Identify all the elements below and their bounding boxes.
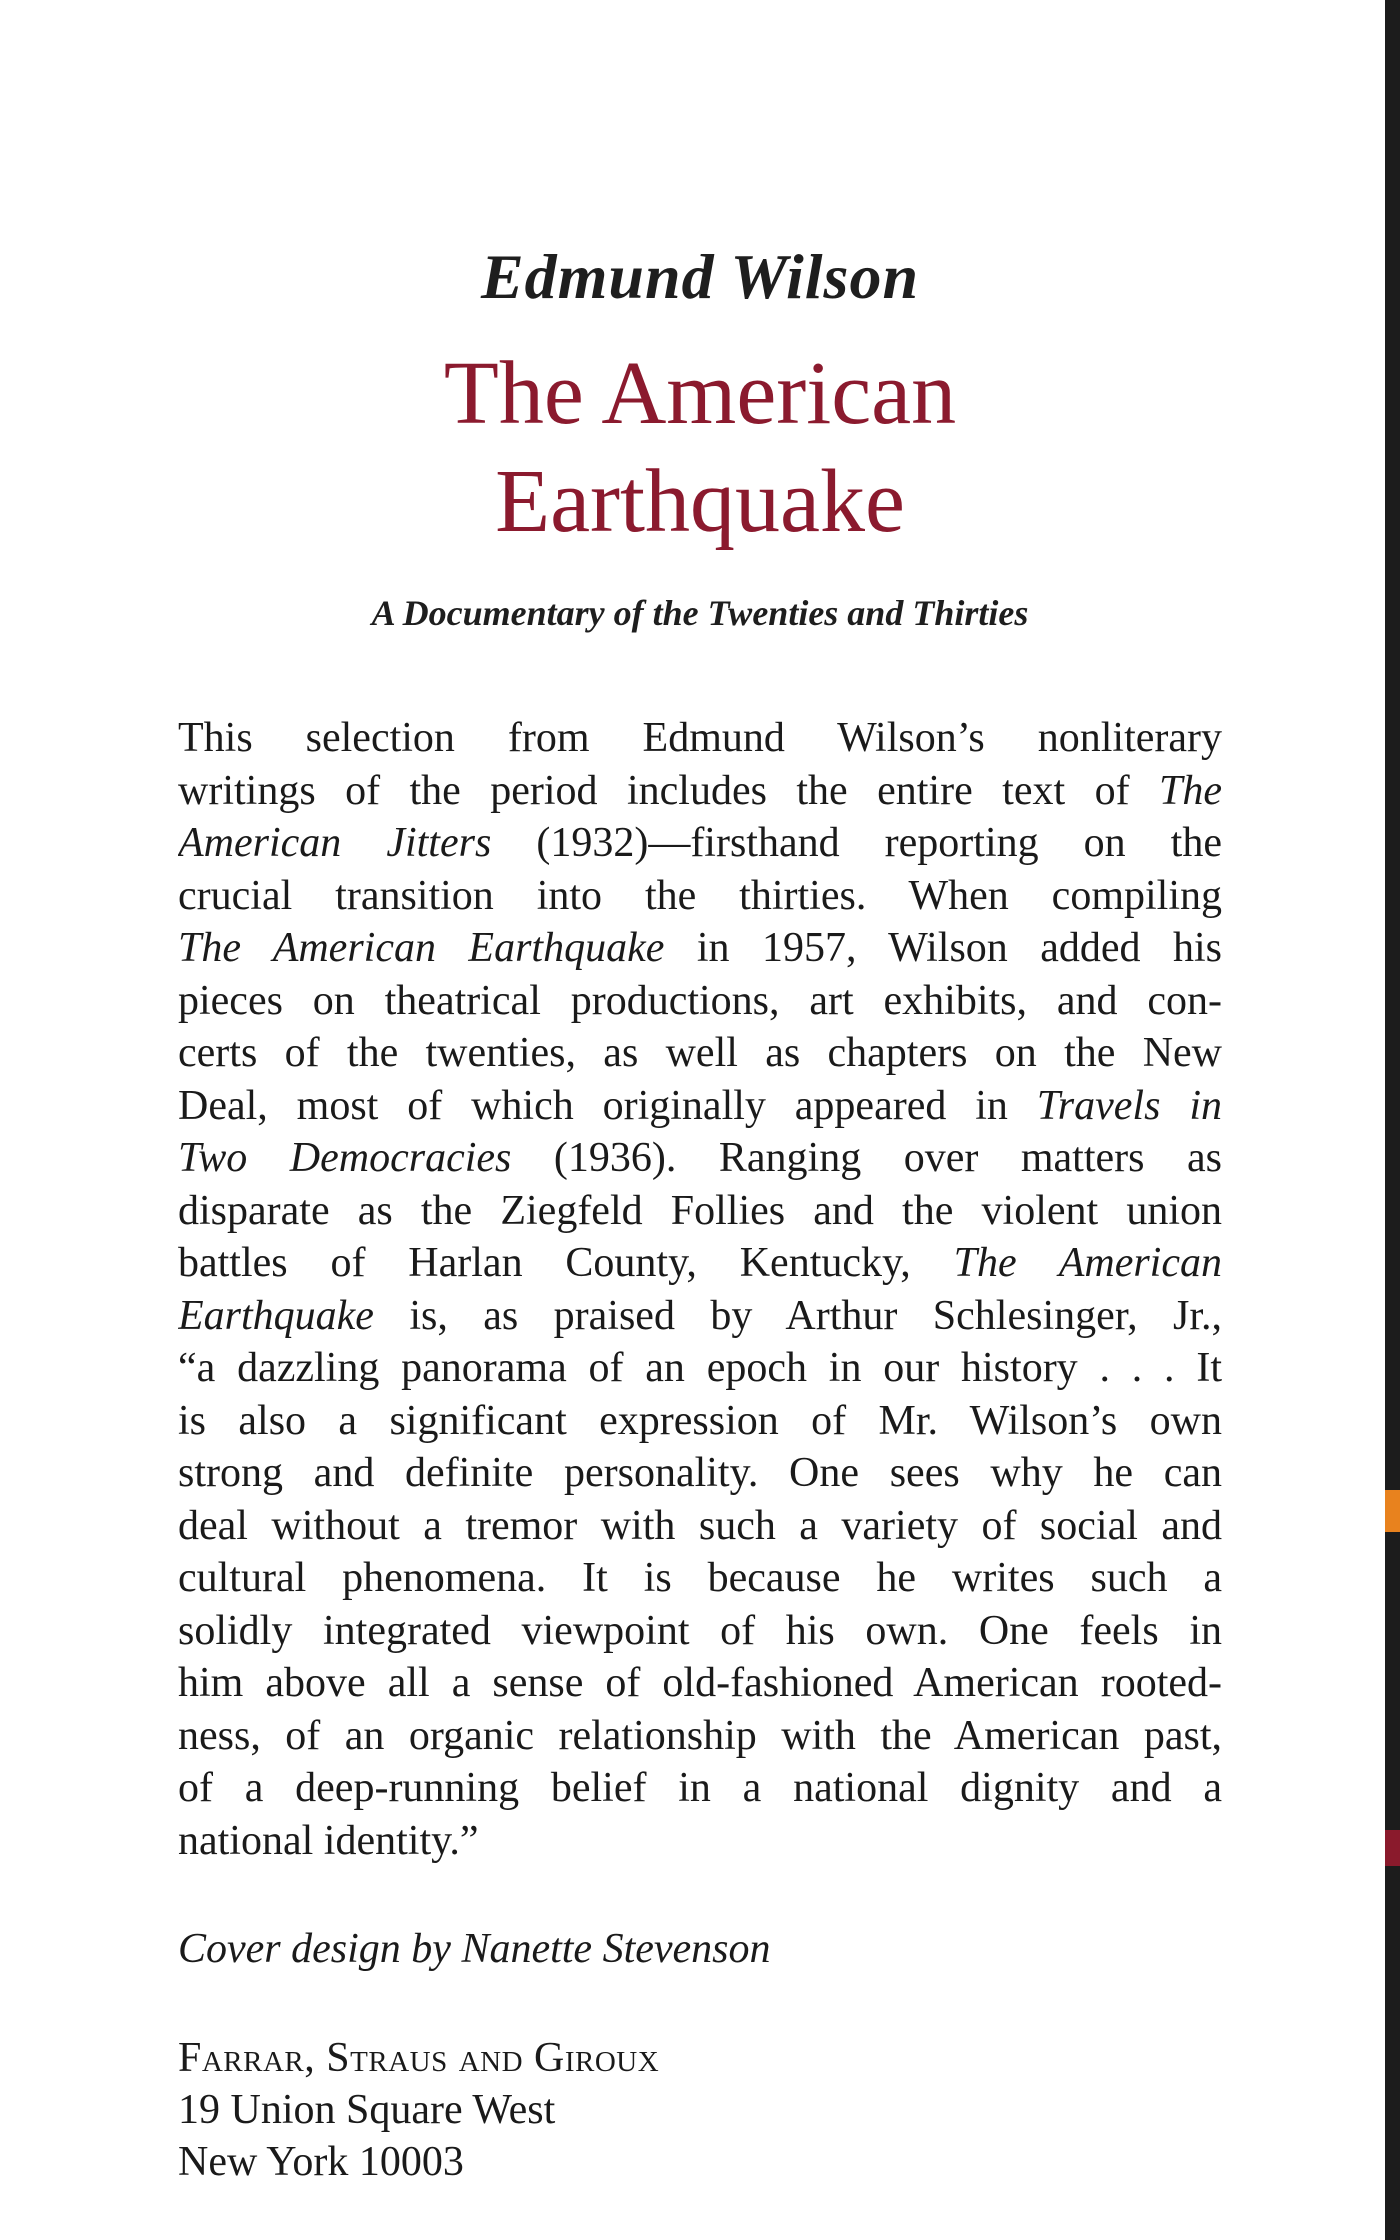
blurb-segment: is also a significant expression of Mr. Wilson’s own [178, 1397, 1222, 1444]
publisher-name: Farrar, Straus and Giroux [178, 2035, 660, 2081]
blurb-line [178, 975, 1222, 1028]
blurb-segment: ness, of an organic relationship with the American past, [178, 1712, 1222, 1759]
blurb-line [178, 765, 1222, 818]
blurb-segment: of a deep-running belief in a national dignity and a [178, 1765, 1222, 1811]
blurb-line [178, 1500, 1222, 1553]
blurb-segment: national identity.” [178, 1817, 479, 1864]
blurb-line [178, 1447, 1222, 1500]
title-line-2: Earthquake [495, 452, 905, 551]
blurb-text [178, 712, 1222, 1867]
spine-color-mark-red [1385, 1830, 1400, 1866]
blurb-segment: solidly integrated viewpoint of his own. One feels in [178, 1607, 1222, 1654]
blurb-segment: strong and definite personality. One sees why he can [178, 1450, 1222, 1496]
blurb-segment: This selection from Edmund Wilson’s nonliterary [178, 715, 1222, 761]
blurb-line [178, 1342, 1222, 1395]
blurb-line [178, 870, 1222, 923]
blurb-segment: pieces on theatrical productions, art exhibits, and con- [178, 977, 1222, 1024]
blurb-segment: deal without a tremor with such a variety of social and [178, 1502, 1222, 1549]
blurb-segment: “a dazzling panorama of an epoch in our history . . . It [178, 1345, 1222, 1391]
blurb-line [178, 1762, 1222, 1815]
blurb-italic-segment: Two Democracies [178, 1135, 512, 1181]
cover-design-credit: Cover design by Nanette Stevenson [178, 1926, 771, 1972]
publisher-address-line-2: New York 10003 [178, 2139, 464, 2185]
blurb-line [178, 1552, 1222, 1605]
blurb-line [178, 1027, 1222, 1080]
blurb-segment: disparate as the Ziegfeld Follies and the violent union [178, 1187, 1222, 1234]
blurb-italic-segment: The American [953, 1240, 1222, 1286]
blurb-segment: certs of the twenties, as well as chapters on the New [178, 1030, 1222, 1076]
blurb-italic-segment: American Jitters [178, 820, 492, 866]
blurb-segment: in 1957, Wilson added his [664, 925, 1222, 971]
blurb-italic-segment: The [1159, 767, 1222, 814]
blurb-line [178, 712, 1222, 765]
blurb-line [178, 1605, 1222, 1658]
publisher-address-line-1: 19 Union Square West [178, 2087, 556, 2133]
blurb-segment: crucial transition into the thirties. When compiling [178, 872, 1222, 919]
blurb-line [178, 1815, 1222, 1868]
blurb-line [178, 1710, 1222, 1763]
blurb-line [178, 1185, 1222, 1238]
blurb-italic-segment: The American Earthquake [178, 925, 665, 971]
title-line-1: The American [443, 344, 957, 443]
author-name: Edmund Wilson [480, 241, 920, 312]
blurb-line [178, 1132, 1222, 1185]
blurb-line [178, 1290, 1222, 1343]
blurb-line [178, 1395, 1222, 1448]
blurb-segment: him above all a sense of old-fashioned American rooted- [178, 1660, 1222, 1706]
blurb-line [178, 1657, 1222, 1710]
blurb-line [178, 1080, 1222, 1133]
blurb-segment: battles of Harlan County, Kentucky, [178, 1240, 954, 1286]
blurb-italic-segment: Earthquake [178, 1292, 374, 1339]
blurb-line [178, 817, 1222, 870]
blurb-line [178, 922, 1222, 975]
book-title [0, 340, 1400, 556]
blurb-segment: writings of the period includes the entire text of [178, 767, 1159, 814]
book-subtitle: A Documentary of the Twenties and Thirties [371, 593, 1029, 633]
blurb-italic-segment: Travels in [1036, 1082, 1222, 1129]
spine-edge [1385, 0, 1400, 2240]
blurb-segment: Deal, most of which originally appeared in [178, 1082, 1037, 1129]
spine-color-mark-orange [1385, 1490, 1400, 1532]
blurb-segment: cultural phenomena. It is because he writes such a [178, 1555, 1222, 1601]
blurb-segment: is, as praised by Arthur Schlesinger, Jr., [373, 1292, 1222, 1339]
blurb-segment: (1936). Ranging over matters as [511, 1135, 1222, 1181]
blurb-segment: (1932)—firsthand reporting on the [491, 820, 1222, 866]
blurb-line [178, 1237, 1222, 1290]
publisher-block [178, 2032, 659, 2188]
